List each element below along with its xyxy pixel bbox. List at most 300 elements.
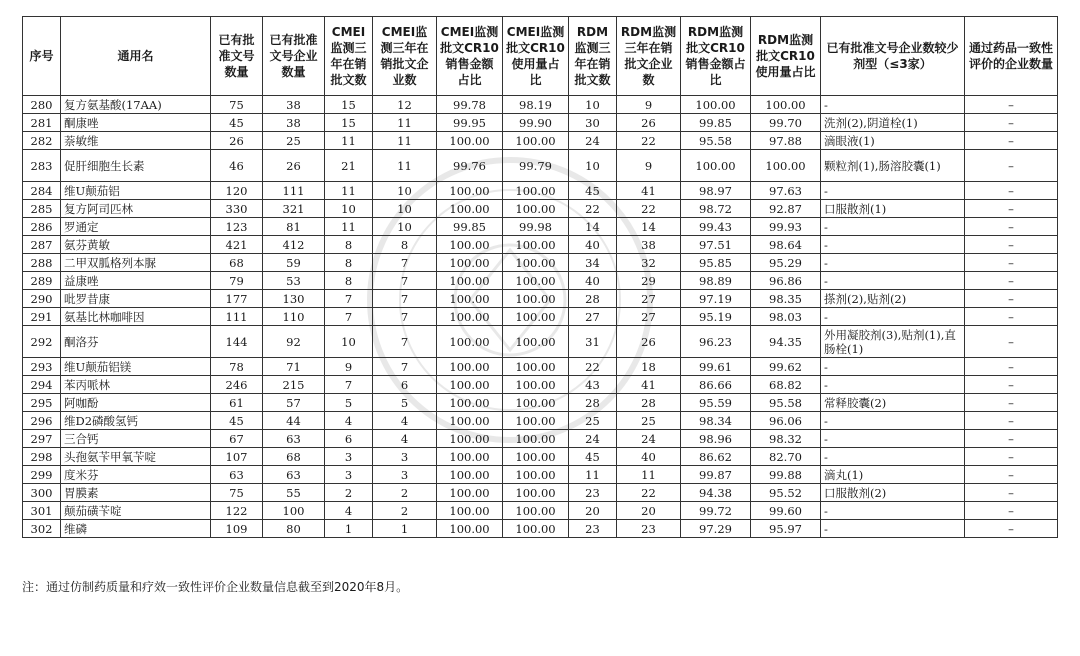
table-cell: 298 [23, 448, 61, 466]
table-cell: - [821, 218, 965, 236]
table-cell: 26 [617, 114, 681, 132]
table-cell: 99.61 [681, 358, 751, 376]
table-row [23, 200, 1058, 218]
table-cell: 100.00 [503, 254, 569, 272]
table-cell: 100.00 [437, 520, 503, 538]
table-cell: 63 [263, 430, 325, 448]
table-cell: 100.00 [437, 484, 503, 502]
table-cell: 28 [617, 394, 681, 412]
table-cell: 100.00 [503, 132, 569, 150]
table-cell: 97.51 [681, 236, 751, 254]
table-cell: 苯丙哌林 [61, 376, 211, 394]
table-cell: 氨基比林咖啡因 [61, 308, 211, 326]
table-cell: 10 [569, 150, 617, 182]
table-cell: 3 [325, 448, 373, 466]
table-cell: 11 [325, 218, 373, 236]
table-cell: 98.96 [681, 430, 751, 448]
table-cell: 111 [211, 308, 263, 326]
table-cell: – [965, 236, 1058, 254]
table-cell: 100.00 [503, 182, 569, 200]
table-cell: 79 [211, 272, 263, 290]
table-cell: 滴丸(1) [821, 466, 965, 484]
table-cell: 吡罗昔康 [61, 290, 211, 308]
table-cell: 100.00 [437, 308, 503, 326]
table-cell: 246 [211, 376, 263, 394]
column-header: CMEI监测三年在销批文企业数 [373, 17, 437, 96]
table-cell: 421 [211, 236, 263, 254]
table-cell: 2 [373, 484, 437, 502]
table-cell: 95.85 [681, 254, 751, 272]
table-cell: 295 [23, 394, 61, 412]
table-cell: 滴眼液(1) [821, 132, 965, 150]
table-cell: 291 [23, 308, 61, 326]
table-cell: 度米芬 [61, 466, 211, 484]
column-header: RDM监测批文CR10销售金额占比 [681, 17, 751, 96]
table-cell: - [821, 412, 965, 430]
table-cell: - [821, 182, 965, 200]
table-cell: 98.64 [751, 236, 821, 254]
table-cell: 97.88 [751, 132, 821, 150]
table-cell: 口服散剂(2) [821, 484, 965, 502]
table-cell: 68 [211, 254, 263, 272]
table-cell: 98.35 [751, 290, 821, 308]
table-cell: 40 [569, 236, 617, 254]
table-cell: 81 [263, 218, 325, 236]
table-cell: 3 [325, 466, 373, 484]
table-row [23, 466, 1058, 484]
table-cell: 41 [617, 376, 681, 394]
column-header: RDM监测三年在销批文企业数 [617, 17, 681, 96]
table-cell: 96.86 [751, 272, 821, 290]
table-cell: 30 [569, 114, 617, 132]
table-cell: 10 [325, 326, 373, 358]
table-cell: 284 [23, 182, 61, 200]
table-cell: 293 [23, 358, 61, 376]
table-row [23, 412, 1058, 430]
table-row [23, 236, 1058, 254]
table-cell: 100.00 [437, 132, 503, 150]
drug-table [22, 16, 1058, 538]
table-cell: 1 [373, 520, 437, 538]
table-cell: - [821, 236, 965, 254]
table-cell: 11 [325, 182, 373, 200]
table-cell: 100.00 [437, 394, 503, 412]
table-cell: 99.79 [503, 150, 569, 182]
table-cell: 97.29 [681, 520, 751, 538]
column-header: 已有批准文号数量 [211, 17, 263, 96]
table-cell: 94.38 [681, 484, 751, 502]
table-cell: 100.00 [437, 448, 503, 466]
table-cell: 99.85 [437, 218, 503, 236]
table-cell: 复方阿司匹林 [61, 200, 211, 218]
table-cell: 11 [325, 132, 373, 150]
table-cell: 10 [325, 200, 373, 218]
table-cell: 63 [211, 466, 263, 484]
table-cell: 99.90 [503, 114, 569, 132]
table-cell: 24 [569, 132, 617, 150]
table-cell: – [965, 502, 1058, 520]
table-cell: 促肝细胞生长素 [61, 150, 211, 182]
table-cell: 283 [23, 150, 61, 182]
table-cell: 22 [569, 200, 617, 218]
table-cell: 7 [325, 376, 373, 394]
table-row [23, 150, 1058, 182]
table-cell: 7 [373, 290, 437, 308]
footnote: 注：通过仿制药质量和疗效一致性评价企业数量信息截至到2020年8月。 [22, 580, 409, 594]
table-cell: 68.82 [751, 376, 821, 394]
table-cell: 7 [325, 290, 373, 308]
table-cell: 11 [617, 466, 681, 484]
table-cell: 98.97 [681, 182, 751, 200]
table-cell: 28 [569, 290, 617, 308]
table-cell: 23 [569, 484, 617, 502]
table-cell: 61 [211, 394, 263, 412]
table-cell: 100.00 [437, 272, 503, 290]
table-cell: 9 [617, 150, 681, 182]
table-cell: 洗剂(2),阴道栓(1) [821, 114, 965, 132]
table-cell: 11 [373, 114, 437, 132]
table-cell: 297 [23, 430, 61, 448]
table-cell: 5 [325, 394, 373, 412]
table-cell: – [965, 150, 1058, 182]
table-cell: 23 [569, 520, 617, 538]
column-header: 通用名 [61, 17, 211, 96]
table-cell: 100.00 [503, 412, 569, 430]
table-cell: – [965, 308, 1058, 326]
table-cell: 95.97 [751, 520, 821, 538]
column-header: 已有批准文号企业数较少剂型（≤3家） [821, 17, 965, 96]
table-cell: 100.00 [751, 150, 821, 182]
table-cell: 维U颠茄铝镁 [61, 358, 211, 376]
table-cell: 86.62 [681, 448, 751, 466]
table-cell: 321 [263, 200, 325, 218]
table-cell: 7 [373, 326, 437, 358]
table-cell: 搽剂(2),贴剂(2) [821, 290, 965, 308]
table-cell: 296 [23, 412, 61, 430]
table-cell: 71 [263, 358, 325, 376]
table-row [23, 308, 1058, 326]
table-cell: 14 [569, 218, 617, 236]
table-cell: 55 [263, 484, 325, 502]
table-cell: 99.98 [503, 218, 569, 236]
table-row [23, 96, 1058, 114]
table-cell: 41 [617, 182, 681, 200]
table-cell: 常释胶囊(2) [821, 394, 965, 412]
column-header: CMEI监测三年在销批文数 [325, 17, 373, 96]
table-cell: 301 [23, 502, 61, 520]
table-cell: 94.35 [751, 326, 821, 358]
table-cell: 78 [211, 358, 263, 376]
table-cell: 阿咖酚 [61, 394, 211, 412]
table-cell: 22 [617, 132, 681, 150]
table-cell: – [965, 96, 1058, 114]
table-cell: 20 [617, 502, 681, 520]
table-cell: 63 [263, 466, 325, 484]
table-cell: 24 [617, 430, 681, 448]
table-cell: 11 [569, 466, 617, 484]
table-cell: 24 [569, 430, 617, 448]
table-row [23, 520, 1058, 538]
table-cell: 100.00 [503, 502, 569, 520]
table-cell: 38 [263, 114, 325, 132]
table-cell: 100.00 [437, 290, 503, 308]
table-cell: 95.19 [681, 308, 751, 326]
table-cell: 3 [373, 448, 437, 466]
table-cell: 100.00 [437, 430, 503, 448]
table-row [23, 272, 1058, 290]
table-cell: 281 [23, 114, 61, 132]
table-cell: 100.00 [503, 272, 569, 290]
table-cell: 100.00 [437, 376, 503, 394]
table-cell: 100.00 [681, 150, 751, 182]
table-cell: 益康唑 [61, 272, 211, 290]
table-cell: 97.19 [681, 290, 751, 308]
table-cell: 95.29 [751, 254, 821, 272]
table-cell: 10 [373, 200, 437, 218]
table-cell: 107 [211, 448, 263, 466]
table-cell: 3 [373, 466, 437, 484]
table-cell: 100.00 [503, 394, 569, 412]
table-cell: – [965, 132, 1058, 150]
table-cell: 122 [211, 502, 263, 520]
table-cell: 100.00 [437, 200, 503, 218]
table-cell: - [821, 308, 965, 326]
table-cell: 38 [617, 236, 681, 254]
table-row [23, 448, 1058, 466]
table-cell: 100.00 [503, 358, 569, 376]
table-cell: 92.87 [751, 200, 821, 218]
table-cell: 300 [23, 484, 61, 502]
table-cell: 38 [263, 96, 325, 114]
table-cell: 45 [211, 114, 263, 132]
table-cell: 100.00 [503, 484, 569, 502]
table-cell: – [965, 430, 1058, 448]
table-cell: - [821, 358, 965, 376]
table-cell: 100.00 [437, 236, 503, 254]
table-cell: 100.00 [503, 326, 569, 358]
table-cell: 15 [325, 114, 373, 132]
table-cell: 32 [617, 254, 681, 272]
table-cell: 100.00 [437, 254, 503, 272]
table-row [23, 182, 1058, 200]
table-row [23, 394, 1058, 412]
table-cell: 290 [23, 290, 61, 308]
table-cell: 99.87 [681, 466, 751, 484]
table-cell: 86.66 [681, 376, 751, 394]
table-cell: 99.95 [437, 114, 503, 132]
table-cell: 40 [569, 272, 617, 290]
table-cell: – [965, 290, 1058, 308]
table-cell: 100.00 [503, 466, 569, 484]
table-cell: 111 [263, 182, 325, 200]
table-cell: 7 [325, 308, 373, 326]
table-cell: 7 [373, 272, 437, 290]
table-cell: 99.78 [437, 96, 503, 114]
table-cell: 280 [23, 96, 61, 114]
table-cell: 6 [325, 430, 373, 448]
table-cell: 4 [325, 502, 373, 520]
table-cell: 99.70 [751, 114, 821, 132]
table-cell: 98.19 [503, 96, 569, 114]
table-cell: 100 [263, 502, 325, 520]
table-cell: 99.72 [681, 502, 751, 520]
table-cell: – [965, 484, 1058, 502]
table-cell: - [821, 96, 965, 114]
table-cell: 22 [617, 200, 681, 218]
table-cell: 57 [263, 394, 325, 412]
table-cell: 7 [373, 254, 437, 272]
table-cell: 92 [263, 326, 325, 358]
table-cell: 294 [23, 376, 61, 394]
table-cell: 98.03 [751, 308, 821, 326]
table-cell: 123 [211, 218, 263, 236]
table-cell: 130 [263, 290, 325, 308]
table-cell: 100.00 [437, 182, 503, 200]
column-header: RDM监测三年在销批文数 [569, 17, 617, 96]
table-cell: 10 [373, 182, 437, 200]
table-cell: – [965, 254, 1058, 272]
table-row [23, 254, 1058, 272]
table-cell: – [965, 326, 1058, 358]
table-cell: 100.00 [503, 200, 569, 218]
table-row [23, 132, 1058, 150]
table-cell: 维D2磷酸氢钙 [61, 412, 211, 430]
table-cell: 27 [617, 290, 681, 308]
table-cell: 8 [325, 254, 373, 272]
table-cell: 80 [263, 520, 325, 538]
table-row [23, 326, 1058, 358]
table-cell: 99.76 [437, 150, 503, 182]
table-cell: – [965, 466, 1058, 484]
table-row [23, 114, 1058, 132]
table-cell: – [965, 448, 1058, 466]
table-cell: – [965, 200, 1058, 218]
table-cell: 25 [263, 132, 325, 150]
table-cell: 氨芬黄敏 [61, 236, 211, 254]
table-cell: 95.58 [751, 394, 821, 412]
table-cell: 酮康唑 [61, 114, 211, 132]
table-cell: 9 [617, 96, 681, 114]
table-cell: 21 [325, 150, 373, 182]
table-cell: 颗粒剂(1),肠溶胶囊(1) [821, 150, 965, 182]
table-cell: 8 [373, 236, 437, 254]
table-cell: 95.52 [751, 484, 821, 502]
table-cell: 外用凝胶剂(3),贴剂(1),直肠栓(1) [821, 326, 965, 358]
table-cell: 412 [263, 236, 325, 254]
table-cell: 285 [23, 200, 61, 218]
table-cell: – [965, 182, 1058, 200]
table-cell: 299 [23, 466, 61, 484]
table-cell: 68 [263, 448, 325, 466]
table-cell: 100.00 [437, 502, 503, 520]
table-cell: 100.00 [751, 96, 821, 114]
table-cell: 10 [569, 96, 617, 114]
table-cell: 45 [569, 448, 617, 466]
table-row [23, 290, 1058, 308]
column-header: 已有批准文号企业数量 [263, 17, 325, 96]
table-header-row [23, 17, 1058, 96]
table-cell: 98.32 [751, 430, 821, 448]
table-cell: 67 [211, 430, 263, 448]
table-cell: 100.00 [503, 448, 569, 466]
table-cell: 97.63 [751, 182, 821, 200]
table-cell: 44 [263, 412, 325, 430]
table-cell: 110 [263, 308, 325, 326]
table-cell: 100.00 [503, 376, 569, 394]
table-cell: 27 [617, 308, 681, 326]
table-cell: 7 [373, 308, 437, 326]
table-cell: 96.23 [681, 326, 751, 358]
table-body [23, 96, 1058, 538]
column-header: CMEI监测批文CR10销售金额占比 [437, 17, 503, 96]
table-cell: 287 [23, 236, 61, 254]
table-cell: 酮洛芬 [61, 326, 211, 358]
table-cell: 2 [325, 484, 373, 502]
table-cell: 99.43 [681, 218, 751, 236]
table-cell: – [965, 412, 1058, 430]
table-cell: 10 [373, 218, 437, 236]
table-cell: 11 [373, 150, 437, 182]
table-cell: - [821, 376, 965, 394]
table-cell: 8 [325, 272, 373, 290]
table-cell: 289 [23, 272, 61, 290]
document-page [22, 16, 1057, 538]
table-cell: – [965, 218, 1058, 236]
table-cell: 6 [373, 376, 437, 394]
table-cell: 96.06 [751, 412, 821, 430]
table-cell: 34 [569, 254, 617, 272]
table-cell: 4 [373, 430, 437, 448]
table-cell: 萘敏维 [61, 132, 211, 150]
table-cell: 75 [211, 96, 263, 114]
table-cell: 维磷 [61, 520, 211, 538]
table-cell: 29 [617, 272, 681, 290]
table-cell: 43 [569, 376, 617, 394]
table-row [23, 218, 1058, 236]
table-cell: 100.00 [503, 308, 569, 326]
table-cell: 11 [373, 132, 437, 150]
table-cell: 15 [325, 96, 373, 114]
table-cell: 99.85 [681, 114, 751, 132]
table-cell: 98.34 [681, 412, 751, 430]
table-cell: 45 [211, 412, 263, 430]
table-cell: - [821, 448, 965, 466]
table-cell: 8 [325, 236, 373, 254]
table-cell: - [821, 272, 965, 290]
table-cell: 45 [569, 182, 617, 200]
table-cell: 维U颠茄铝 [61, 182, 211, 200]
table-cell: – [965, 520, 1058, 538]
table-cell: 100.00 [437, 466, 503, 484]
table-cell: 330 [211, 200, 263, 218]
table-cell: 99.93 [751, 218, 821, 236]
table-cell: 7 [373, 358, 437, 376]
table-cell: 22 [617, 484, 681, 502]
table-cell: – [965, 394, 1058, 412]
table-cell: 26 [617, 326, 681, 358]
table-cell: 20 [569, 502, 617, 520]
table-cell: 302 [23, 520, 61, 538]
table-cell: 59 [263, 254, 325, 272]
table-cell: 三合钙 [61, 430, 211, 448]
table-cell: 4 [325, 412, 373, 430]
table-cell: 25 [617, 412, 681, 430]
table-cell: 100.00 [503, 520, 569, 538]
table-row [23, 358, 1058, 376]
table-cell: 1 [325, 520, 373, 538]
table-cell: - [821, 520, 965, 538]
table-cell: 复方氨基酸(17AA) [61, 96, 211, 114]
